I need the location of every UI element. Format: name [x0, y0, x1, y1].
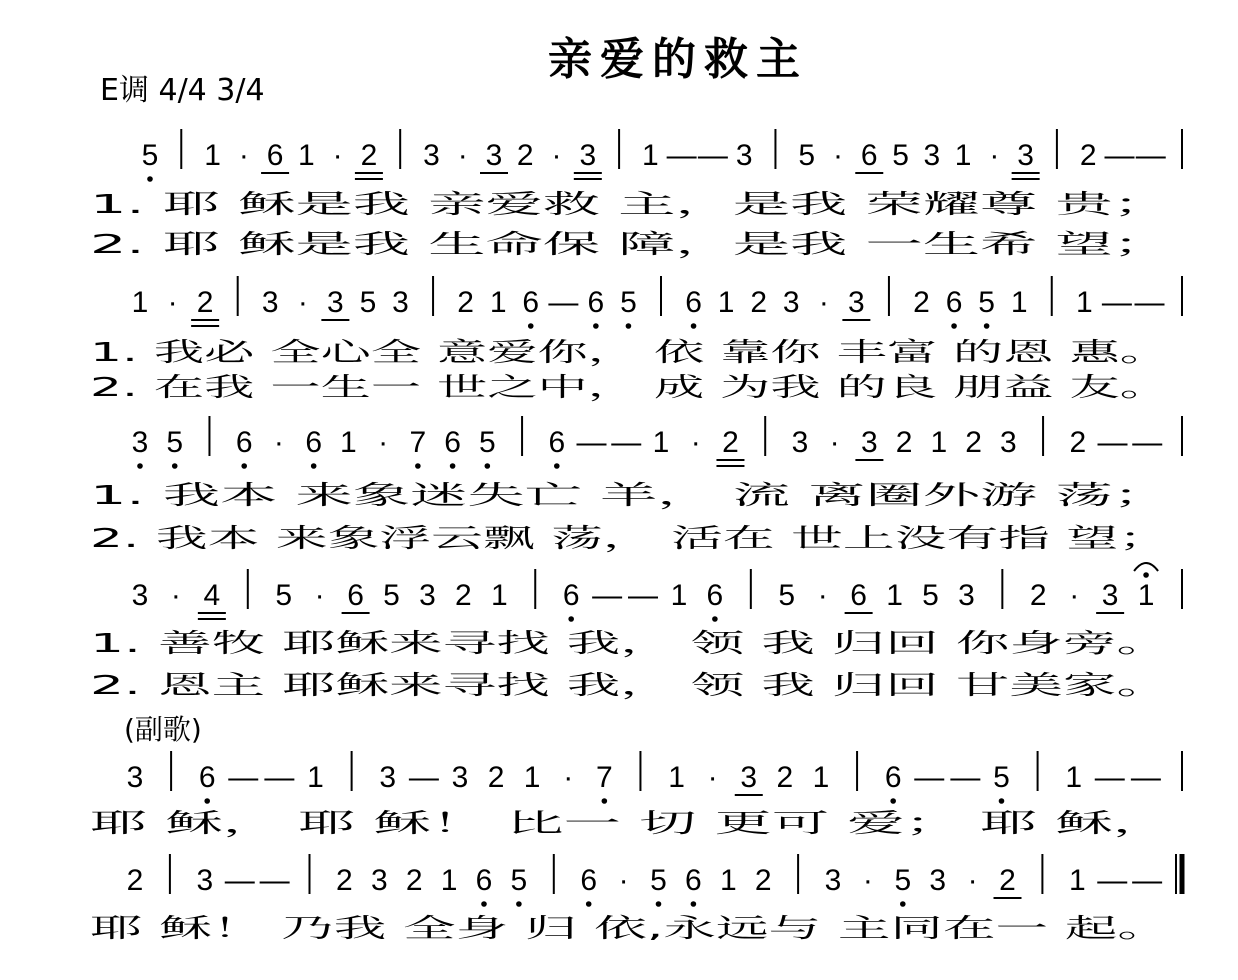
octave-dot [137, 463, 143, 469]
note: 1 [489, 286, 507, 319]
note: 1 [440, 864, 458, 897]
dot: · [818, 286, 829, 319]
note: 2 [1079, 139, 1097, 172]
dash: — [950, 761, 981, 794]
lyric-line: 2. 在我 一生一 世之中， 成 为我 的良 朋益 友。 [90, 373, 1170, 403]
octave-dot [481, 901, 487, 907]
note: 2 [965, 426, 982, 459]
note: 3 [485, 139, 503, 172]
octave-dot [485, 463, 491, 469]
song-title: 亲爱的救主 [548, 34, 808, 85]
dot: · [833, 139, 843, 172]
note: 1 [523, 761, 541, 794]
note: 5 [141, 139, 159, 172]
dash: — [697, 139, 728, 172]
dot: · [967, 864, 978, 897]
note: 5 [620, 286, 637, 319]
note: 3 [419, 579, 436, 612]
note: 1 [670, 579, 688, 612]
note: 3 [848, 286, 865, 319]
note: 2 [196, 286, 214, 319]
note: 3 [782, 286, 800, 319]
octave-dot [626, 323, 632, 329]
dot: · [862, 864, 873, 897]
note: 3 [1017, 139, 1034, 172]
octave-dot [656, 901, 662, 907]
lyric-line: 2. 耶 稣是我 生命保 障，是我 一生希 望； [90, 230, 1170, 260]
note: 7 [596, 761, 613, 794]
note: 3 [392, 286, 409, 319]
note: 1 [930, 426, 948, 459]
dot: · [989, 139, 1000, 172]
dash: — [592, 579, 623, 612]
note: 5 [922, 579, 939, 612]
dot: · [314, 579, 325, 612]
dash: — [1132, 426, 1163, 459]
dash: — [224, 864, 255, 897]
octave-dot [204, 798, 210, 804]
dot: · [167, 286, 178, 319]
note: 3 [327, 286, 344, 319]
note: 3 [379, 761, 397, 794]
note: 3 [735, 139, 753, 172]
note: 3 [196, 864, 214, 897]
dash: — [576, 426, 607, 459]
note: 3 [261, 286, 279, 319]
note: 1 [652, 426, 670, 459]
dot: · [690, 426, 701, 459]
note: 5 [275, 579, 293, 612]
dot: · [817, 579, 828, 612]
octave-dot [528, 323, 534, 329]
dot: · [238, 139, 249, 172]
dot: · [1069, 579, 1080, 612]
dot: · [551, 139, 562, 172]
note: 3 [740, 761, 758, 794]
dot: · [332, 139, 343, 172]
note: 1 [131, 286, 149, 319]
note: 2 [1029, 579, 1047, 612]
dash: — [548, 286, 579, 319]
octave-dot [984, 323, 990, 329]
note: 2 [405, 864, 423, 897]
dash: — [408, 761, 439, 794]
note: 3 [999, 426, 1017, 459]
note: 3 [423, 139, 440, 172]
note: 6 [522, 286, 540, 319]
note: 2 [722, 426, 739, 459]
note: 3 [929, 864, 947, 897]
note: 5 [510, 864, 528, 897]
note: 2 [487, 761, 505, 794]
dash: — [1132, 864, 1163, 897]
note: 5 [650, 864, 667, 897]
octave-dot [691, 901, 697, 907]
note: 6 [444, 426, 461, 459]
note: 3 [824, 864, 842, 897]
lyric-line: 1. 我必 全心全 意爱你， 依 靠你 丰富 的恩 惠。 [90, 338, 1170, 368]
dash: — [1097, 426, 1128, 459]
dash: — [1101, 286, 1132, 319]
lyric-line: 1. 我本 来象迷失亡 羊， 流 离圈外游 荡； [90, 481, 1170, 511]
dash: — [1094, 761, 1125, 794]
lyric-line: 1. 善牧 耶稣来寻找 我， 领 我 归回 你身旁。 [90, 629, 1170, 659]
note: 6 [860, 139, 878, 172]
lyric-line: 2. 我本 来象浮云飘 荡， 活在 世上没有指 望； [90, 524, 1170, 554]
dash: — [666, 139, 697, 172]
dash: — [264, 761, 295, 794]
octave-dot [147, 176, 153, 182]
note: 6 [685, 286, 702, 319]
note: 2 [516, 139, 534, 172]
note: 2 [336, 864, 353, 897]
lyric-line: 耶 稣！ 乃我 全身 归 依,永远与 主同在一 起。 [90, 914, 1170, 944]
dot: · [378, 426, 389, 459]
dash: — [1104, 139, 1135, 172]
lyric-line: 2. 恩主 耶稣来寻找 我， 领 我 归回 甘美家。 [90, 671, 1170, 701]
octave-dot [691, 323, 697, 329]
octave-dot [568, 616, 574, 622]
dash: — [228, 761, 259, 794]
octave-dot [890, 798, 896, 804]
note: 1 [204, 139, 221, 172]
note: 1 [1065, 761, 1083, 794]
chorus-label: (副歌) [124, 713, 202, 746]
octave-dot [311, 463, 317, 469]
note: 3 [126, 761, 144, 794]
note: 6 [580, 864, 598, 897]
note: 1 [812, 761, 830, 794]
note: 4 [203, 579, 221, 612]
note: 5 [894, 864, 912, 897]
note: 2 [360, 139, 378, 172]
note: 7 [409, 426, 427, 459]
octave-dot [554, 463, 560, 469]
note: 1 [1075, 286, 1093, 319]
note: 6 [706, 579, 724, 612]
note: 2 [455, 579, 472, 612]
note: 5 [978, 286, 995, 319]
dot: · [170, 579, 181, 612]
dash: — [1135, 139, 1166, 172]
note: 1 [298, 139, 315, 172]
note: 5 [359, 286, 377, 319]
octave-dot [712, 616, 718, 622]
note: 1 [719, 864, 737, 897]
octave-dot [951, 323, 957, 329]
note: 1 [1137, 579, 1155, 612]
note: 1 [490, 579, 508, 612]
octave-dot [172, 463, 178, 469]
dot: · [618, 864, 629, 897]
dot: · [457, 139, 468, 172]
note: 1 [717, 286, 735, 319]
octave-dot [900, 901, 906, 907]
note: 6 [562, 579, 580, 612]
note: 1 [307, 761, 324, 794]
fermata [1134, 563, 1158, 571]
note: 6 [305, 426, 323, 459]
note: 6 [945, 286, 963, 319]
note: 2 [126, 864, 144, 897]
note: 2 [895, 426, 913, 459]
note: 6 [884, 761, 902, 794]
dot: · [273, 426, 284, 459]
octave-dot [1143, 572, 1149, 578]
dot: · [707, 761, 718, 794]
note: 6 [266, 139, 284, 172]
note: 6 [198, 761, 216, 794]
octave-dot [415, 463, 421, 469]
dot: · [829, 426, 840, 459]
note: 1 [1068, 864, 1086, 897]
dot: · [297, 286, 308, 319]
octave-dot [450, 463, 456, 469]
note: 6 [587, 286, 605, 319]
dash: — [1097, 864, 1128, 897]
note: 5 [892, 139, 909, 172]
lyric-line: 耶 稣， 耶 稣！ 比一 切 更可 爱； 耶 稣， [90, 809, 1170, 839]
note: 2 [750, 286, 768, 319]
note: 3 [370, 864, 388, 897]
dash: — [1134, 286, 1165, 319]
note: 5 [993, 761, 1010, 794]
note: 6 [347, 579, 364, 612]
dash: — [259, 864, 290, 897]
note: 3 [131, 426, 149, 459]
note: 5 [166, 426, 184, 459]
note: 2 [913, 286, 930, 319]
dash: — [914, 761, 945, 794]
note: 6 [235, 426, 253, 459]
note: 2 [754, 864, 772, 897]
note: 1 [668, 761, 685, 794]
note: 3 [791, 426, 809, 459]
note: 3 [923, 139, 941, 172]
note: 2 [457, 286, 474, 319]
note: 1 [886, 579, 903, 612]
note: 3 [579, 139, 597, 172]
note: 2 [1069, 426, 1087, 459]
note: 1 [642, 139, 659, 172]
note: 6 [548, 426, 566, 459]
note: 5 [778, 579, 796, 612]
note: 5 [798, 139, 816, 172]
octave-dot [516, 901, 522, 907]
key-signature: E调 4/4 3/4 [100, 73, 265, 108]
octave-dot [602, 798, 608, 804]
note: 6 [850, 579, 867, 612]
note: 5 [383, 579, 400, 612]
lyric-line: 1. 耶 稣是我 亲爱救 主，是我 荣耀尊 贵； [90, 190, 1170, 220]
note: 3 [451, 761, 469, 794]
octave-dot [593, 323, 599, 329]
dot: · [563, 761, 574, 794]
note: 1 [954, 139, 972, 172]
note: 3 [861, 426, 878, 459]
dash: — [611, 426, 642, 459]
note: 6 [475, 864, 493, 897]
dash: — [1130, 761, 1161, 794]
dash: — [628, 579, 659, 612]
note: 1 [340, 426, 357, 459]
octave-dot [999, 798, 1005, 804]
note: 1 [1010, 286, 1028, 319]
note: 2 [999, 864, 1016, 897]
note: 5 [478, 426, 496, 459]
note: 3 [958, 579, 975, 612]
note: 3 [1101, 579, 1119, 612]
note: 2 [776, 761, 794, 794]
octave-dot [241, 463, 247, 469]
note: 3 [131, 579, 149, 612]
note: 6 [685, 864, 702, 897]
octave-dot [586, 901, 592, 907]
